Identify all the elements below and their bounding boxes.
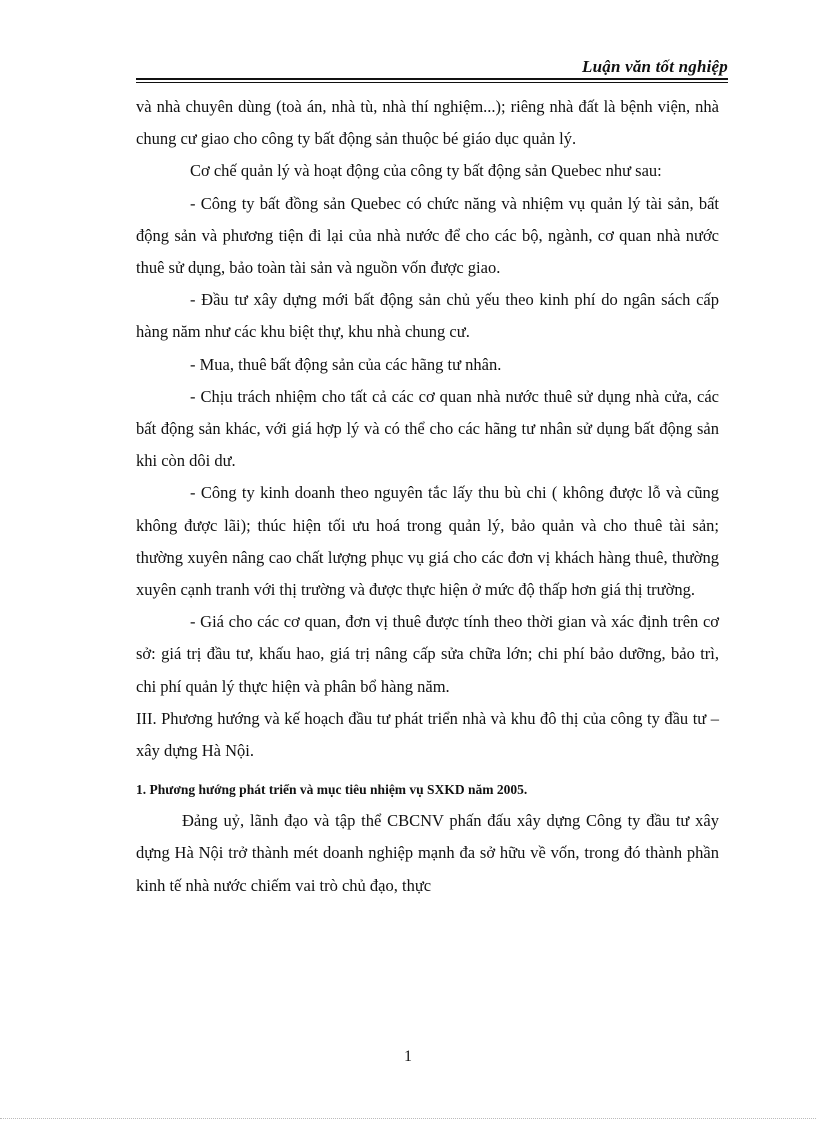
paragraph-bullet-business: - Công ty kinh doanh theo nguyên tắc lấy thu bù chi ( không được lỗ và cũng không được lãi); thúc hiện tối ưu hoá trong quản lý, bảo quản và cho thuê tài sản; thường xuyên nâng cao chất lượng phục vụ giá cho các đơn vị khách hàng thuê, thường xuyên cạnh tranh với thị trường và được thực hiện ở mức độ thấp hơn giá thị trường. [136,483,719,600]
subsection-heading: 1. Phương hướng phát triển và mục tiêu nhiệm vụ SXKD năm 2005. [136,782,528,798]
paragraph-bullet-function: - Công ty bất đồng sản Quebec có chức năng và nhiệm vụ quản lý tài sản, bất động sản và phương tiện đi lại của nhà nước để cho các bộ, ngành, cơ quan nhà nước thuê sử dụng, bảo toàn tài sản và nguồn vốn được giao. [136,193,719,278]
paragraph-closing: Đảng uỷ, lãnh đạo và tập thể CBCNV phấn đấu xây dựng Công ty đầu tư xây dựng Hà Nội trở thành mét doanh nghiệp mạnh đa sở hữu về vốn, trong đó thành phần kinh tế nhà nước chiếm vai trò chủ đạo, thực [136,811,719,895]
paragraph-mechanism-intro: Cơ chế quản lý và hoạt động của công ty bất động sản Quebec như sau: [190,161,662,181]
page-bottom-divider [0,1118,816,1119]
paragraph-continued: và nhà chuyên dùng (toà án, nhà tù, nhà thí nghiệm...); riêng nhà đất là bệnh viện, nhà chung cư giao cho công ty bất động sản thuộc bé giáo dục quản lý. [136,97,719,149]
header-rule-thin [136,82,728,83]
header-rule-thick [136,78,728,80]
paragraph-bullet-purchase: - Mua, thuê bất động sản của các hãng tư nhân. [190,354,502,374]
paragraph-bullet-investment: - Đầu tư xây dựng mới bất động sản chủ yếu theo kinh phí do ngân sách cấp hàng năm như các khu biệt thự, khu nhà chung cư. [136,290,719,342]
running-header-title: Luận văn tốt nghiệp [582,57,728,76]
page-number: 1 [404,1048,412,1065]
section-heading-iii: III. Phương hướng và kế hoạch đầu tư phát triển nhà và khu đô thị của công ty đầu tư –xây dựng Hà Nội. [136,708,719,761]
page-body [136,91,719,902]
paragraph-bullet-responsibility: - Chịu trách nhiệm cho tất cả các cơ quan nhà nước thuê sử dụng nhà cửa, các bất động sản khác, với giá hợp lý và có thể cho các hãng tư nhân sử dụng bất động sản khi còn dôi dư. [136,386,719,471]
paragraph-bullet-pricing: - Giá cho các cơ quan, đơn vị thuê được tính theo thời gian và xác định trên cơ sở: giá trị đầu tư, khấu hao, giá trị nâng cấp sửa chữa lớn; chi phí bảo dưỡng, bảo trì, chi phí quản lý thực hiện và phân bổ hàng năm. [136,612,719,696]
